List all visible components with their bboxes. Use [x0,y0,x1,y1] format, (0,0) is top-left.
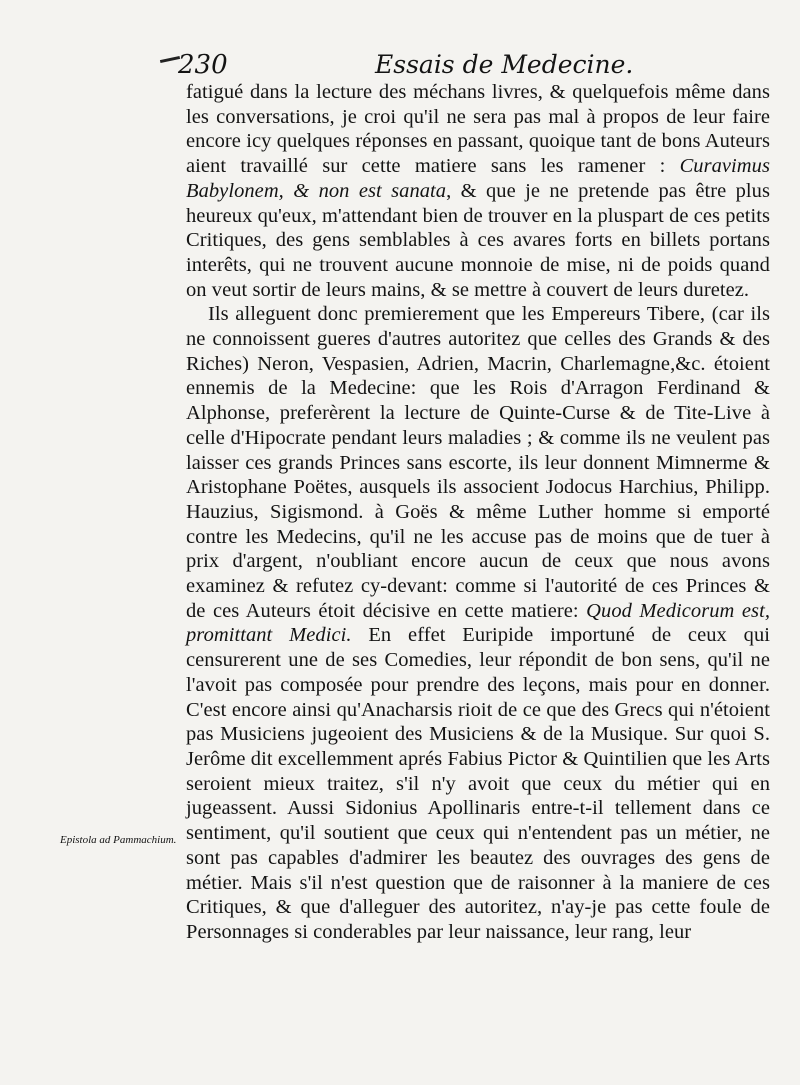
paragraph-1: fatigué dans la lecture des méchans livres, & quelquefois même dans les conversations, je croi qu'il ne sera pas mal à propos de leur faire encore icy quelques réponses en passant, quoique tant de bons Auteurs aient travaillé sur cette matiere sans les ramener : Curavimus Babylonem, & non est sanata, & que je ne pretende pas être plus heureux qu'eux, m'attendant bien de trouver en la pluspart de ces petits Critiques, des gens semblables à ces avares forts en billets portans interêts, qui ne trouvent aucune monnoie de mise, ni de poids quand on veut sortir de leurs mains, & se mettre à couvert de leurs duretez. [186,81,770,301]
page-number: 230 [178,50,228,80]
paragraph-2: Ils alleguent donc premierement que les Empereurs Tibere, (car ils ne connoissent gueres d'autres autoritez que celles des Grands & des Riches) Neron, Vespasien, Adrien, Macrin, Charlemagne,&c. étoient ennemis de la Medecine: que les Rois d'Arragon Ferdinand & Alphonse, preferèrent la lecture de Quinte-Curse & de Tite-Live à celle d'Hipocrate pendant leurs maladies ; & comme ils ne veulent pas laisser ces grands Princes sans escorte, ils leur donnent Mimnerme & Aristophane Poëtes, ausquels ils associent Jodocus Harchius, Philipp. Hauzius, Sigismond. à Goës & même Luther homme si emporté contre les Medecins, qu'il ne les accuse pas de moins que de tuer à prix d'argent, n'oubliant encore aucun de ceux que nous avons examinez & refutez cy-devant: comme si l'autorité de ces Princes & de ces Auteurs étoit décisive en cette matiere: Quod Medicorum est, promittant Medici. En effet Euripide importuné de ceux qui censurerent une de ses Comedies, leur répondit de bon sens, qu'il ne l'avoit pas composée pour prendre des leçons, mais pour en donner. C'est encore ainsi qu'Anacharsis rioit de ce que des Grecs qui n'étoient pas Musiciens jugeoient des Musiciens & de la Musique. Sur quoi S. Jerôme dit excellemment aprés Fabius Pictor & Quintilien que les Arts seroient mieux traitez, s'il n'y avoit que ceux du métier qui en jugeassent. Aussi Sidonius Apollinaris entre-t-il tellement dans ce sentiment, qu'il soutient que ceux qui n'entendent pas un métier, ne sont pas capables d'admirer les beautez des ouvrages des gens de métier. Mais s'il n'est question que de raisonner à la maniere de ces Critiques, & que d'alleguer des autoritez, n'ay-je pas cette foule de Personnages si conderables par leur naissance, leur rang, leur [186,303,771,943]
page-header [160,44,780,84]
latin-quote-2: Quod Medicorum est, promittant Medici. [186,599,770,647]
running-title: Essais de Medecine. [375,50,634,79]
body-text [186,80,770,945]
margin-note: Epistola ad Pammachium. [60,834,177,846]
latin-quote-1: Curavimus Babylonem, & non est sanata [186,155,770,202]
